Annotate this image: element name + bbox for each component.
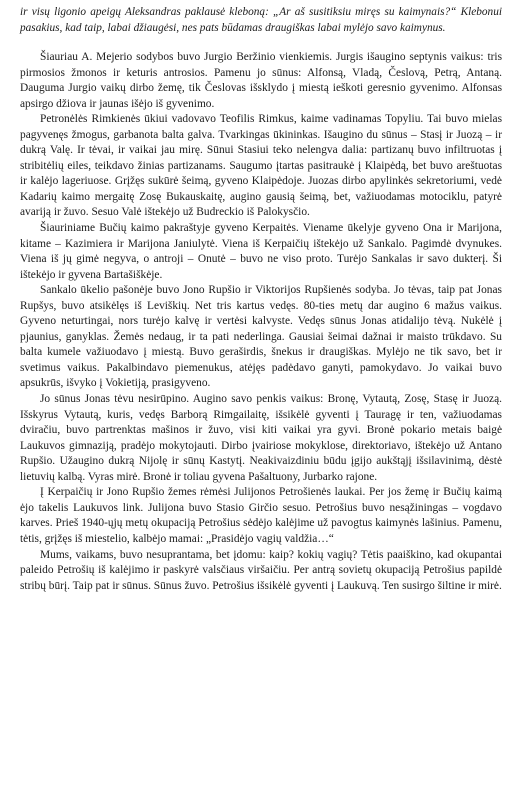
paragraph: Šiauriau A. Mejerio sodybos buvo Jurgio Beržinio vienkiemis. Jurgis išaugino septynis vaikus: tris pirmosios žmonos ir keturis antrosios. Pamenu jo sūnus: Alfonsą, Vladą, Česlovą, Petrą, Antaną. Dauguma Jurgio vaikų dirbo žemę, tik Česlovas išsklydo į miestą ieškoti geresnio gyvenimo. Alfonsas apsirgo džiova ir jaunas išėjo iš gyvenimo.: [20, 51, 502, 110]
paragraph: Sankalo ūkelio pašonėje buvo Jono Rupšio ir Viktorijos Rupšienės sodyba. Jo tėvas, taip pat Jonas Rupšys, buvo atsikėlęs iš Leviškių. Net tris kartus vedęs. 80-ties metų dar augino 6 mažus vaikus. Gyveno neturtingai, nors turėjo kalvę ir vertėsi kalvyste. Vedęs sūnus Jonas atidalijo tėvą. Nukėlė į pjaunius, ganyklas. Žemės nedaug, ir ta pati nederlinga. Gausiai šeimai dažnai ir maisto trūkdavo. Su balta kumele važiuodavo į miestą. Buvo geraširdis, šnekus ir draugiškas. Mylėjo ne tik savo, bet ir svetimus vaikus. Pakalbindavo piemenukus, atėjęs padėdavo ganyti, pamokydavo. Jo vaikai buvo apsukrūs, išvyko į Vokietiją, prasigyveno.: [20, 284, 502, 390]
paragraph: Jo sūnus Jonas tėvu nesirūpino. Augino savo penkis vaikus: Bronę, Vytautą, Zosę, Stasę ir Juozą. Išskyrus Vytautą, kuris, vedęs Barborą Rimgailaitę, išsikėlė gyventi į Tauragę ir ten, važiuodamas dviračiu, buvo partrenktas mašinos ir žuvo, visi kiti vaikai yra gyvi. Bronė pokario metais baigė Laukuvos gimnaziją, pradėjo mokytojauti. Dirbo įvairiose mokyklose, direktoriavo, ištekėjo už Antano Rupšio. Užaugino dukrą Nijolę ir sūnų Kastytį. Neakivaizdiniu būdu įgijo aukštąjį išsilavinimą, dėstė lietuvių kalbą. Vyras mirė. Bronė ir toliau gyvena Pašaltuony, Jurbarko rajone.: [20, 393, 502, 483]
intro-quote: ir visų ligonio apeigų Aleksandras paklausė kleboną: „Ar aš susitiksiu miręs su kaimynais?“ Klebonui pasakius, kad taip, labai džiaugėsi, nes pats būdamas draugiškas labai mylėjo savo kaimynus.: [20, 6, 502, 34]
paragraph: Mums, vaikams, buvo nesuprantama, bet įdomu: kaip? kokių vagių? Tėtis paaiškino, kad okupantai paleido Petrošių iš kalėjimo ir paskyrė valsčiaus viršaičiu. Per antrą sovietų okupaciją Petrošius papildė stribų būrį. Taip pat ir sūnus. Sūnus žuvo. Petrošius išsikėlė gyventi į Laukuvą. Ten susirgo šiltine ir mirė.: [20, 548, 502, 592]
document-body: [20, 50, 502, 594]
paragraph: Petronėlės Rimkienės ūkiui vadovavo Teofilis Rimkus, kaime vadinamas Topyliu. Tai buvo mielas pagyvenęs žmogus, garbanota balta galva. Tvarkingas ūkininkas. Išaugino du sūnus – Stasį ir Juozą – ir dukrą Valę. Ir tėvai, ir vaikai jau mirę. Sūnui Stasiui teko nelengva dalia: partizanų buvo infiltruotas į stribitėlių eiles, teikdavo žinias partizanams. Saugumo įtartas pasitraukė į Klaipėdą, bet buvo areštuotas ir kalėjo lageriuose. Grįžęs sukūrė šeimą, gyveno Klaipėdoje. Juozas dirbo apylinkės sekretoriumi, vedė Kadarių kaimo mergaitę Zosę Bukauskaitę, augino gausią šeimą, bet, važiuodamas motociklu, patyrė avariją ir žuvo. Sesuo Valė ištekėjo už Budreckio iš Palokysčio.: [20, 113, 502, 219]
paragraph: Šiauriniame Bučių kaimo pakraštyje gyveno Kerpaitės. Viename ūkelyje gyveno Ona ir Marijona, kitame – Kazimiera ir Marijona Janiulytė. Viena iš Kerpaičių ištekėjo už Sankalo. Pagimdė dvynukes. Viena iš jų gimė negyva, o antroji – Onutė – buvo ne viso proto. Turėjo Sankalas ir savo dukterį. Ši ištekėjo ir gyvena Bartašiškėje.: [20, 222, 502, 281]
paragraph: Į Kerpaičių ir Jono Rupšio žemes rėmėsi Julijonos Petrošienės laukai. Per jos žemę ir Bučių kaimą ėjo takelis Laukuvos link. Julijona buvo Stasio Girčio sesuo. Petrošius buvo nesąžiningas – vogdavo karves. Prieš 1940-ųjų metų okupaciją Petrošius sėdėjo kalėjime už pavogtus kaimynės lašinius. Pamenu, tėtis, grįžęs iš miestelio, kalbėjo mamai: „Prasidėjo vagių valdžia…“: [20, 486, 502, 545]
document-page: [20, 4, 502, 594]
